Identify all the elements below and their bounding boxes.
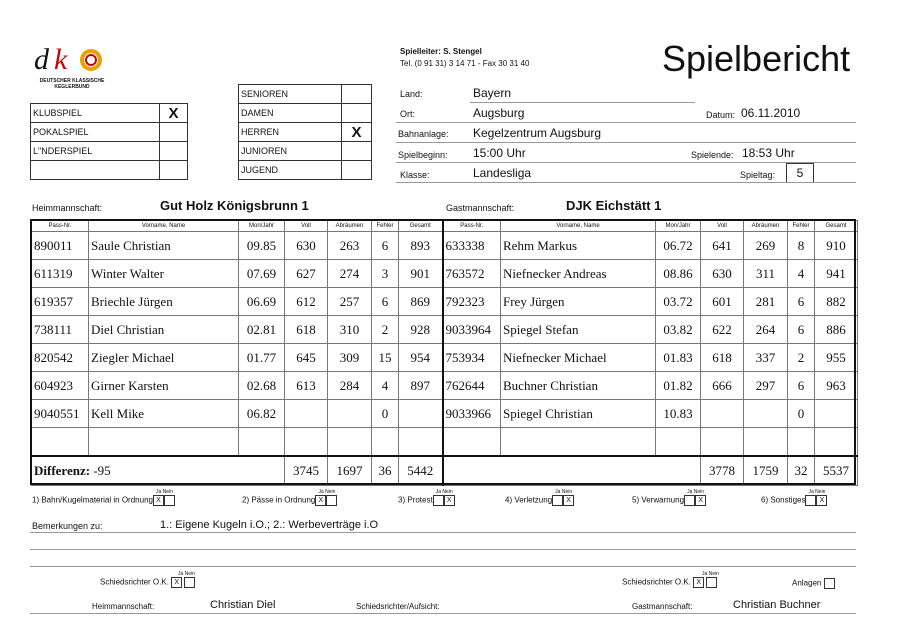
heim-cell: 613 bbox=[285, 372, 328, 400]
sr-right: Ja Nein Schiedsrichter O.K. X bbox=[622, 571, 719, 587]
column-header: Mon/Jahr bbox=[239, 221, 285, 232]
gast-cell: 2 bbox=[788, 344, 815, 372]
column-header: Gesamt bbox=[815, 221, 858, 232]
differenz-value: -95 bbox=[93, 463, 111, 478]
category-table-right bbox=[238, 84, 372, 180]
column-header: Vorname, Name bbox=[501, 221, 656, 232]
heim-cell: 612 bbox=[285, 288, 328, 316]
category-label: HERREN bbox=[239, 123, 342, 142]
footer-heim-signature: Christian Diel bbox=[210, 599, 276, 611]
heim-cell bbox=[399, 428, 443, 457]
heim-cell: 6 bbox=[372, 232, 399, 260]
gast-cell: 882 bbox=[815, 288, 858, 316]
category-mark[interactable] bbox=[342, 85, 372, 104]
gast-total: 3778 bbox=[701, 456, 744, 486]
klasse-value: Landesliga bbox=[473, 166, 532, 180]
check-ja-checkbox[interactable]: X bbox=[153, 495, 164, 506]
heim-cell: 9040551 bbox=[32, 400, 89, 428]
gast-cell: Niefnecker Andreas bbox=[501, 260, 656, 288]
check-nein-checkbox[interactable]: X bbox=[444, 495, 455, 506]
category-row bbox=[239, 123, 372, 142]
gast-cell: 01.82 bbox=[656, 372, 701, 400]
heim-cell: Winter Walter bbox=[89, 260, 239, 288]
check-ja-checkbox[interactable] bbox=[552, 495, 563, 506]
column-header: Vorname, Name bbox=[89, 221, 239, 232]
check-item: Ja Nein 4) Verletzung X bbox=[505, 489, 573, 505]
totals-row bbox=[32, 456, 858, 486]
gast-cell: 601 bbox=[701, 288, 744, 316]
gast-cell: 633338 bbox=[443, 232, 501, 260]
gast-cell: 763572 bbox=[443, 260, 501, 288]
check-label: 3) Protest bbox=[398, 495, 433, 505]
remarks-text: 1.: Eigene Kugeln i.O.; 2.: Werbeverträge i.O bbox=[160, 519, 379, 531]
gast-cell: 4 bbox=[788, 260, 815, 288]
gast-total: 1759 bbox=[744, 456, 788, 486]
heim-cell: Saule Christian bbox=[89, 232, 239, 260]
gast-cell: 01.83 bbox=[656, 344, 701, 372]
category-label: JUGEND bbox=[239, 161, 342, 180]
heim-cell: 310 bbox=[328, 316, 372, 344]
heim-cell: 284 bbox=[328, 372, 372, 400]
category-mark[interactable] bbox=[160, 161, 188, 180]
ende-label: Spielende: bbox=[691, 150, 734, 160]
differenz-label: Differenz: bbox=[34, 463, 91, 478]
heim-cell bbox=[328, 400, 372, 428]
table-row bbox=[32, 316, 858, 344]
check-nein-checkbox[interactable] bbox=[164, 495, 175, 506]
heim-total: 3745 bbox=[285, 456, 328, 486]
gast-cell: 03.82 bbox=[656, 316, 701, 344]
heim-cell: 738111 bbox=[32, 316, 89, 344]
heim-cell bbox=[285, 428, 328, 457]
gast-cell: Spiegel Christian bbox=[501, 400, 656, 428]
heim-cell bbox=[285, 400, 328, 428]
heim-cell: 890011 bbox=[32, 232, 89, 260]
heim-cell: Ziegler Michael bbox=[89, 344, 239, 372]
bahn-label: Bahnanlage: bbox=[398, 129, 449, 139]
heim-cell: 627 bbox=[285, 260, 328, 288]
heim-cell: 611319 bbox=[32, 260, 89, 288]
heim-cell: 01.77 bbox=[239, 344, 285, 372]
gast-cell: 941 bbox=[815, 260, 858, 288]
spieltag-value: 5 bbox=[786, 163, 814, 183]
footer-heim-label: Heimmannschaft: bbox=[92, 602, 155, 611]
gast-cell: Frey Jürgen bbox=[501, 288, 656, 316]
gast-cell: 08.86 bbox=[656, 260, 701, 288]
heim-cell: 820542 bbox=[32, 344, 89, 372]
gast-cell: 9033966 bbox=[443, 400, 501, 428]
column-header: Gesamt bbox=[399, 221, 443, 232]
check-label: 1) Bahn/Kugelmaterial in Ordnung bbox=[32, 495, 153, 505]
column-header: Fehler bbox=[788, 221, 815, 232]
bahn-value: Kegelzentrum Augsburg bbox=[473, 126, 602, 140]
check-ja-checkbox[interactable]: X bbox=[315, 495, 326, 506]
heim-cell: Diel Christian bbox=[89, 316, 239, 344]
heim-cell: 893 bbox=[399, 232, 443, 260]
check-item: Ja Nein 5) Verwarnung X bbox=[632, 489, 705, 505]
heim-cell: 0 bbox=[372, 400, 399, 428]
gast-total-spacer bbox=[443, 456, 701, 486]
heim-total: 1697 bbox=[328, 456, 372, 486]
check-item: Ja Nein 3) Protest X bbox=[398, 489, 453, 505]
heim-cell bbox=[89, 428, 239, 457]
check-item: Ja Nein 6) Sonstiges X bbox=[761, 489, 826, 505]
ort-value: Augsburg bbox=[473, 106, 525, 120]
table-row bbox=[32, 400, 858, 428]
gast-cell: 641 bbox=[701, 232, 744, 260]
table-row bbox=[32, 344, 858, 372]
heim-cell: 257 bbox=[328, 288, 372, 316]
footer-gast-signature: Christian Buchner bbox=[733, 599, 821, 611]
anlagen-checkbox[interactable] bbox=[824, 578, 835, 589]
heim-cell: 309 bbox=[328, 344, 372, 372]
beginn-label: Spielbeginn: bbox=[398, 150, 448, 160]
gast-cell: 6 bbox=[788, 316, 815, 344]
heim-total: 5442 bbox=[399, 456, 443, 486]
heim-cell: 02.81 bbox=[239, 316, 285, 344]
telefon: Tel. (0 91 31) 3 14 71 - Fax 30 31 40 bbox=[400, 59, 530, 68]
column-header: Mon/Jahr bbox=[656, 221, 701, 232]
category-label: JUNIOREN bbox=[239, 142, 342, 161]
check-item: Ja Nein 1) Bahn/Kugelmaterial in Ordnung X bbox=[32, 489, 173, 505]
gast-team: DJK Eichstätt 1 bbox=[566, 198, 662, 213]
sr-left-nein-checkbox[interactable] bbox=[184, 577, 195, 588]
check-nein-checkbox[interactable]: X bbox=[695, 495, 706, 506]
heim-cell: 2 bbox=[372, 316, 399, 344]
heim-cell: 928 bbox=[399, 316, 443, 344]
category-label: POKALSPIEL bbox=[31, 123, 160, 142]
gast-cell: 762644 bbox=[443, 372, 501, 400]
category-table-left bbox=[30, 103, 188, 180]
gast-cell: 910 bbox=[815, 232, 858, 260]
heim-cell: 645 bbox=[285, 344, 328, 372]
table-row bbox=[32, 232, 858, 260]
gast-cell: 666 bbox=[701, 372, 744, 400]
table-row bbox=[32, 428, 858, 457]
column-header: Pass-Nr. bbox=[443, 221, 501, 232]
gast-cell: 886 bbox=[815, 316, 858, 344]
gast-total: 5537 bbox=[815, 456, 858, 486]
gast-cell: 03.72 bbox=[656, 288, 701, 316]
footer-gast-label: Gastmannschaft: bbox=[632, 602, 693, 611]
check-item: Ja Nein 2) Pässe in Ordnung X bbox=[242, 489, 336, 505]
page-title: Spielbericht bbox=[662, 38, 851, 79]
gast-cell: 630 bbox=[701, 260, 744, 288]
gast-cell: 06.72 bbox=[656, 232, 701, 260]
heim-cell: 02.68 bbox=[239, 372, 285, 400]
check-nein-checkbox[interactable]: X bbox=[816, 495, 827, 506]
category-mark[interactable] bbox=[342, 161, 372, 180]
gast-label: Gastmannschaft: bbox=[446, 203, 515, 213]
land-label: Land: bbox=[400, 89, 423, 99]
heim-cell: 15 bbox=[372, 344, 399, 372]
heim-cell: 3 bbox=[372, 260, 399, 288]
check-label: 5) Verwarnung bbox=[632, 495, 685, 505]
category-row bbox=[31, 123, 188, 142]
results-table bbox=[31, 220, 858, 486]
gast-cell: 6 bbox=[788, 372, 815, 400]
gast-cell bbox=[815, 400, 858, 428]
category-row bbox=[239, 161, 372, 180]
heim-cell: 618 bbox=[285, 316, 328, 344]
heim-cell: 274 bbox=[328, 260, 372, 288]
check-label: 6) Sonstiges bbox=[761, 495, 806, 505]
spieltag-label: Spieltag: bbox=[740, 170, 776, 180]
gast-cell: 337 bbox=[744, 344, 788, 372]
heim-label: Heimmannschaft: bbox=[32, 203, 103, 213]
category-mark[interactable]: X bbox=[342, 123, 372, 142]
category-mark[interactable] bbox=[160, 123, 188, 142]
gast-cell bbox=[656, 428, 701, 457]
heim-cell: Girner Karsten bbox=[89, 372, 239, 400]
gast-cell: 792323 bbox=[443, 288, 501, 316]
column-header: Voll bbox=[285, 221, 328, 232]
heim-cell: 09.85 bbox=[239, 232, 285, 260]
heim-cell: 897 bbox=[399, 372, 443, 400]
heim-cell bbox=[239, 428, 285, 457]
check-nein-checkbox[interactable]: X bbox=[563, 495, 574, 506]
datum-value: 06.11.2010 bbox=[741, 106, 801, 120]
category-label: L"NDERSPIEL bbox=[31, 142, 160, 161]
anlagen: Anlagen bbox=[792, 578, 835, 589]
column-header: Voll bbox=[701, 221, 744, 232]
column-header: Fehler bbox=[372, 221, 399, 232]
gast-cell: Spiegel Stefan bbox=[501, 316, 656, 344]
ende-value: 18:53 Uhr bbox=[742, 146, 795, 160]
remarks-label: Bemerkungen zu: bbox=[32, 521, 103, 531]
differenz bbox=[32, 456, 285, 486]
heim-cell: 6 bbox=[372, 288, 399, 316]
logo-subtitle: DEUTSCHER KLASSISCHE KEGLERBUND bbox=[39, 78, 105, 90]
gast-cell bbox=[815, 428, 858, 457]
gast-cell bbox=[788, 428, 815, 457]
category-label: DAMEN bbox=[239, 104, 342, 123]
gast-cell: 9033964 bbox=[443, 316, 501, 344]
spielleiter: Spielleiter: S. Stengel bbox=[400, 47, 482, 56]
gast-cell: 963 bbox=[815, 372, 858, 400]
category-row bbox=[239, 104, 372, 123]
sr-left-ja-checkbox[interactable]: X bbox=[171, 577, 182, 588]
check-ja-checkbox[interactable] bbox=[433, 495, 444, 506]
category-mark[interactable]: X bbox=[160, 104, 188, 123]
category-label: SENIOREN bbox=[239, 85, 342, 104]
gast-cell: 622 bbox=[701, 316, 744, 344]
heim-cell: 901 bbox=[399, 260, 443, 288]
heim-team: Gut Holz Königsbrunn 1 bbox=[160, 198, 309, 213]
gast-cell bbox=[701, 400, 744, 428]
table-row bbox=[32, 260, 858, 288]
gast-cell: 281 bbox=[744, 288, 788, 316]
heim-cell: Kell Mike bbox=[89, 400, 239, 428]
sr-right-ja-checkbox[interactable]: X bbox=[693, 577, 704, 588]
gast-cell: Niefnecker Michael bbox=[501, 344, 656, 372]
check-label: 4) Verletzung bbox=[505, 495, 553, 505]
heim-cell: 869 bbox=[399, 288, 443, 316]
gast-cell bbox=[744, 400, 788, 428]
gast-cell bbox=[443, 428, 501, 457]
column-header: Pass-Nr. bbox=[32, 221, 89, 232]
category-row bbox=[31, 161, 188, 180]
category-label: KLUBSPIEL bbox=[31, 104, 160, 123]
check-label: 2) Pässe in Ordnung bbox=[242, 495, 316, 505]
heim-cell: 4 bbox=[372, 372, 399, 400]
svg-text:k: k bbox=[54, 43, 68, 73]
heim-cell: 630 bbox=[285, 232, 328, 260]
gast-cell: 297 bbox=[744, 372, 788, 400]
heim-cell: 07.69 bbox=[239, 260, 285, 288]
category-row bbox=[31, 142, 188, 161]
heim-cell bbox=[328, 428, 372, 457]
sr-left: Ja Nein Schiedsrichter O.K. X bbox=[100, 571, 195, 587]
heim-cell bbox=[399, 400, 443, 428]
heim-cell: 263 bbox=[328, 232, 372, 260]
dkb-logo bbox=[32, 43, 112, 90]
gast-cell bbox=[501, 428, 656, 457]
gast-cell: 269 bbox=[744, 232, 788, 260]
heim-cell bbox=[32, 428, 89, 457]
land-value: Bayern bbox=[473, 86, 512, 100]
heim-cell: Briechle Jürgen bbox=[89, 288, 239, 316]
gast-cell: 0 bbox=[788, 400, 815, 428]
check-ja-checkbox[interactable] bbox=[684, 495, 695, 506]
check-nein-checkbox[interactable] bbox=[326, 495, 337, 506]
gast-cell: 311 bbox=[744, 260, 788, 288]
category-label bbox=[31, 161, 160, 180]
sr-right-nein-checkbox[interactable] bbox=[706, 577, 717, 588]
heim-cell: 06.82 bbox=[239, 400, 285, 428]
heim-cell: 06.69 bbox=[239, 288, 285, 316]
footer-sr-aufsicht: Schiedsrichter/Aufsicht: bbox=[356, 602, 440, 611]
gast-cell: 8 bbox=[788, 232, 815, 260]
gast-cell: Buchner Christian bbox=[501, 372, 656, 400]
column-header: Abräumen bbox=[328, 221, 372, 232]
column-header: Abräumen bbox=[744, 221, 788, 232]
category-row bbox=[239, 142, 372, 161]
gast-cell: 618 bbox=[701, 344, 744, 372]
gast-cell: 753934 bbox=[443, 344, 501, 372]
heim-cell bbox=[372, 428, 399, 457]
heim-total: 36 bbox=[372, 456, 399, 486]
table-row bbox=[32, 372, 858, 400]
category-mark[interactable] bbox=[342, 142, 372, 161]
gast-cell: 264 bbox=[744, 316, 788, 344]
heim-cell: 619357 bbox=[32, 288, 89, 316]
category-mark[interactable] bbox=[160, 142, 188, 161]
gast-cell: Rehm Markus bbox=[501, 232, 656, 260]
gast-cell: 6 bbox=[788, 288, 815, 316]
category-row bbox=[239, 85, 372, 104]
beginn-value: 15:00 Uhr bbox=[473, 146, 526, 160]
check-ja-checkbox[interactable] bbox=[805, 495, 816, 506]
klasse-label: Klasse: bbox=[400, 170, 430, 180]
gast-cell bbox=[744, 428, 788, 457]
heim-cell: 954 bbox=[399, 344, 443, 372]
gast-cell: 10.83 bbox=[656, 400, 701, 428]
table-row bbox=[32, 288, 858, 316]
gast-cell bbox=[701, 428, 744, 457]
heim-cell: 604923 bbox=[32, 372, 89, 400]
gast-total: 32 bbox=[788, 456, 815, 486]
datum-label: Datum: bbox=[706, 110, 736, 120]
ort-label: Ort: bbox=[400, 109, 415, 119]
category-row bbox=[31, 104, 188, 123]
gast-cell: 955 bbox=[815, 344, 858, 372]
category-mark[interactable] bbox=[342, 104, 372, 123]
svg-text:d: d bbox=[34, 43, 49, 73]
